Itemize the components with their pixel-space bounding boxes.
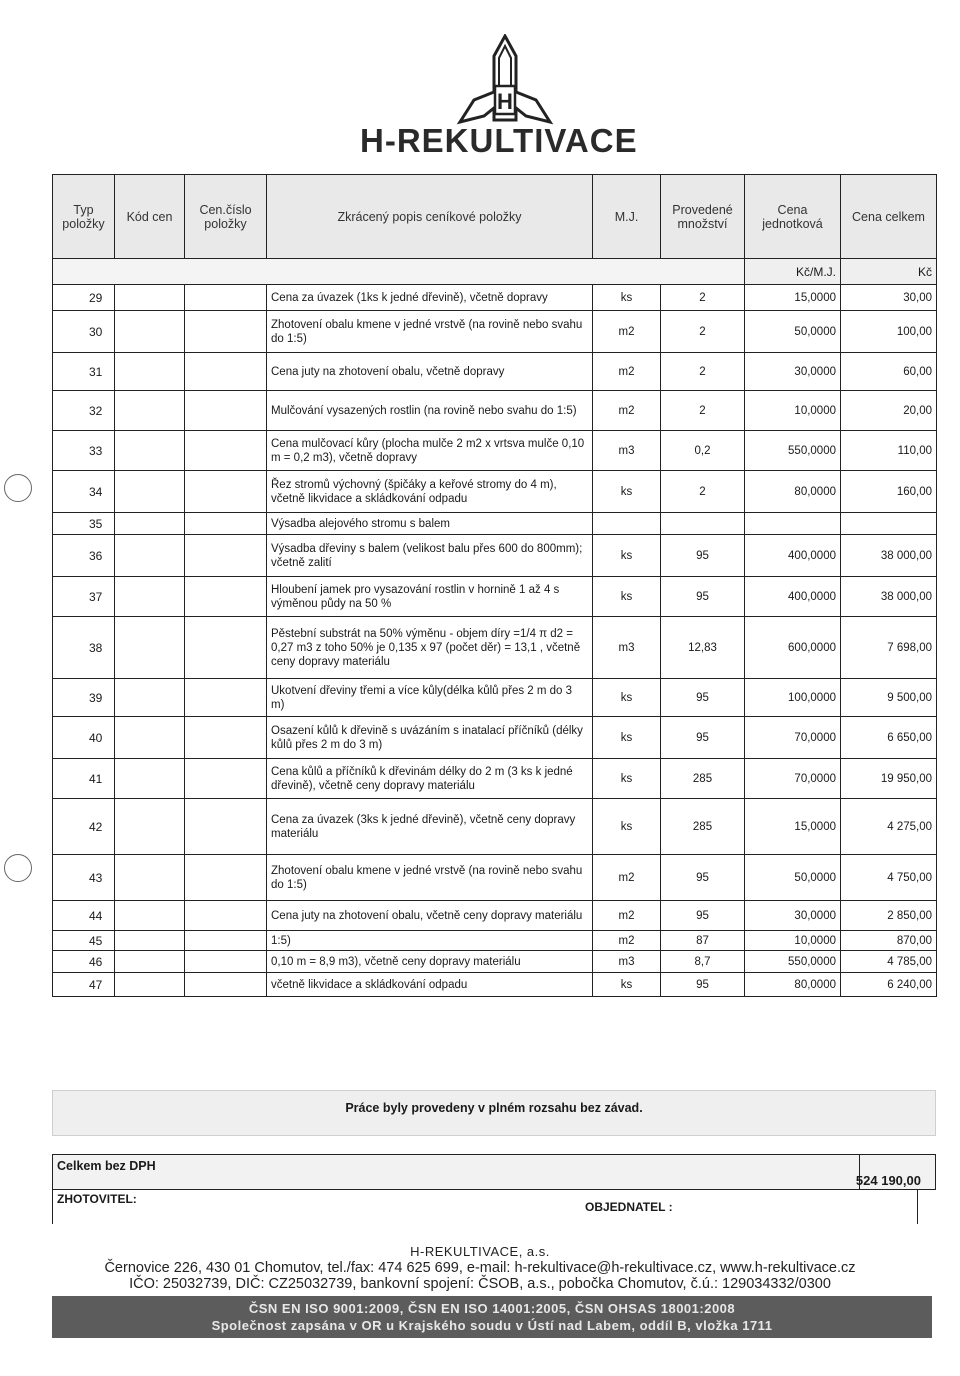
row-unit: ks [593,535,661,577]
row-code [115,679,185,717]
row-number: 45 [53,931,115,951]
row-number: 32 [53,391,115,431]
row-total [841,513,937,535]
row-unit: m2 [593,931,661,951]
row-number: 29 [53,285,115,311]
row-quantity: 285 [661,799,745,855]
row-unit: ks [593,799,661,855]
svg-text:H: H [497,89,513,114]
row-description: Řez stromů výchovný (špičáky a keřové stromy do 4 m), včetně likvidace a skládkování odpadu [267,471,593,513]
row-total: 4 275,00 [841,799,937,855]
row-code [115,951,185,973]
table-row [53,353,937,391]
row-number: 46 [53,951,115,973]
row-unit: ks [593,759,661,799]
table-row [53,311,937,353]
row-number: 30 [53,311,115,353]
cert-line-1: ČSN EN ISO 9001:2009, ČSN EN ISO 14001:2005, ČSN OHSAS 18001:2008 [248,1301,736,1316]
header-description: Zkrácený popis ceníkové položky [267,175,593,259]
row-item-number [185,535,267,577]
row-item-number [185,617,267,679]
row-unit-price: 80,0000 [745,973,841,997]
row-item-number [185,471,267,513]
row-total: 4 785,00 [841,951,937,973]
row-description: Mulčování vysazených rostlin (na rovině nebo svahu do 1:5) [267,391,593,431]
table-row [53,799,937,855]
row-item-number [185,799,267,855]
row-total: 160,00 [841,471,937,513]
row-item-number [185,513,267,535]
row-item-number [185,577,267,617]
table-row [53,759,937,799]
footer [40,1244,920,1292]
table-row [53,535,937,577]
row-number: 38 [53,617,115,679]
row-description: 0,10 m = 8,9 m3), včetně ceny dopravy materiálu [267,951,593,973]
row-total: 38 000,00 [841,577,937,617]
total-label: Celkem bez DPH [57,1159,156,1173]
row-quantity: 8,7 [661,951,745,973]
row-unit: ks [593,577,661,617]
row-total: 9 500,00 [841,679,937,717]
row-code [115,471,185,513]
row-description: Cena juty na zhotovení obalu, včetně dopravy [267,353,593,391]
row-unit-price: 70,0000 [745,717,841,759]
row-code [115,391,185,431]
signature-area [52,1190,936,1224]
row-unit-price: 15,0000 [745,799,841,855]
row-code [115,759,185,799]
header-item-number: Cen.číslo položky [185,175,267,259]
row-unit: ks [593,717,661,759]
row-code [115,855,185,901]
row-unit: m3 [593,431,661,471]
row-description: Zhotovení obalu kmene v jedné vrstvě (na rovině nebo svahu do 1:5) [267,311,593,353]
row-total: 38 000,00 [841,535,937,577]
footer-ids: IČO: 25032739, DIČ: CZ25032739, bankovní spojení: ČSOB, a.s., pobočka Chomutov, č.ú.: 129034332/0300 [129,1276,831,1292]
row-item-number [185,431,267,471]
total-box [52,1154,936,1190]
row-unit-price: 100,0000 [745,679,841,717]
row-quantity: 95 [661,901,745,931]
table-row [53,577,937,617]
row-total: 60,00 [841,353,937,391]
row-number: 31 [53,353,115,391]
header-total: Cena celkem [841,175,937,259]
row-total: 870,00 [841,931,937,951]
header-unit: M.J. [593,175,661,259]
row-item-number [185,973,267,997]
units-blank [53,259,745,285]
row-unit-price: 10,0000 [745,931,841,951]
row-code [115,535,185,577]
row-unit-price: 400,0000 [745,577,841,617]
row-code [115,717,185,759]
row-number: 47 [53,973,115,997]
row-total: 7 698,00 [841,617,937,679]
row-description: Hloubení jamek pro vysazování rostlin v hornině 1 až 4 s výměnou půdy na 50 % [267,577,593,617]
row-unit: m2 [593,391,661,431]
row-code [115,353,185,391]
row-quantity [661,513,745,535]
row-unit [593,513,661,535]
row-description: Cena kůlů a příčníků k dřevinám délky do 2 m (3 ks k jedné dřevině), včetně ceny dopravy materiálu [267,759,593,799]
row-code [115,577,185,617]
footer-company: H-REKULTIVACE, a.s. [410,1244,550,1259]
table-row [53,679,937,717]
row-item-number [185,391,267,431]
row-description: Ukotvení dřeviny třemi a více kůly(délka kůlů přes 2 m do 3 m) [267,679,593,717]
row-unit: m3 [593,617,661,679]
row-number: 40 [53,717,115,759]
row-quantity: 12,83 [661,617,745,679]
company-logo-icon [440,34,570,130]
row-description: Cena juty na zhotovení obalu, včetně ceny dopravy materiálu [267,901,593,931]
row-quantity: 0,2 [661,431,745,471]
header-type: Typ položky [53,175,115,259]
row-item-number [185,951,267,973]
row-quantity: 87 [661,931,745,951]
row-description: Osazení kůlů k dřevině s uvázáním s inatalací příčníků (délky kůlů přes 2 m do 3 m) [267,717,593,759]
row-number: 36 [53,535,115,577]
row-number: 34 [53,471,115,513]
table-row [53,951,937,973]
row-quantity: 2 [661,391,745,431]
row-description: Cena za úvazek (1ks k jedné dřevině), včetně dopravy [267,285,593,311]
row-quantity: 2 [661,311,745,353]
row-description: 1:5) [267,931,593,951]
row-code [115,799,185,855]
row-code [115,285,185,311]
row-total: 100,00 [841,311,937,353]
row-total: 4 750,00 [841,855,937,901]
row-item-number [185,353,267,391]
row-unit-price: 80,0000 [745,471,841,513]
table-row [53,931,937,951]
row-code [115,973,185,997]
row-unit: m2 [593,311,661,353]
row-total: 20,00 [841,391,937,431]
footer-address: Černovice 226, 430 01 Chomutov, tel./fax: 474 625 699, e-mail: h-rekultivace@h-rekultivace.cz, www.h-rekultivace.cz [104,1260,856,1276]
row-unit-price: 600,0000 [745,617,841,679]
table-row [53,513,937,535]
row-unit-price: 30,0000 [745,901,841,931]
row-quantity: 95 [661,717,745,759]
row-item-number [185,679,267,717]
table-row [53,901,937,931]
row-number: 43 [53,855,115,901]
row-description: Zhotovení obalu kmene v jedné vrstvě (na rovině nebo svahu do 1:5) [267,855,593,901]
row-description: Pěstební substrát na 50% výměnu - objem díry =1/4 π d2 = 0,27 m3 z toho 50% je 0,135 x 97 (počet děr) = 13,1 , včetně ceny dopravy materiálu [267,617,593,679]
row-unit-price: 15,0000 [745,285,841,311]
row-unit: ks [593,471,661,513]
row-quantity: 285 [661,759,745,799]
row-item-number [185,759,267,799]
row-number: 41 [53,759,115,799]
row-item-number [185,901,267,931]
row-unit: ks [593,285,661,311]
certification-bar [52,1296,932,1338]
row-total: 110,00 [841,431,937,471]
row-quantity: 95 [661,973,745,997]
row-quantity: 95 [661,577,745,617]
row-unit: m3 [593,951,661,973]
header-unit-price: Cena jednotková [745,175,841,259]
client-label: OBJEDNATEL : [585,1200,673,1214]
row-quantity: 2 [661,285,745,311]
row-unit-price: 50,0000 [745,311,841,353]
row-code [115,431,185,471]
row-item-number [185,855,267,901]
row-code [115,311,185,353]
row-unit: ks [593,679,661,717]
row-quantity: 95 [661,679,745,717]
row-code [115,931,185,951]
header-code: Kód cen [115,175,185,259]
row-number: 44 [53,901,115,931]
row-unit-price: 550,0000 [745,951,841,973]
row-unit: m2 [593,353,661,391]
units-row [53,259,937,285]
row-unit-price: 400,0000 [745,535,841,577]
brand-name: H-REKULTIVACE [360,122,638,159]
cert-line-2: Společnost zapsána v OR u Krajského soudu v Ústí nad Labem, oddíl B, vložka 1711 [211,1318,773,1333]
table-row [53,285,937,311]
row-unit: ks [593,973,661,997]
table-row [53,855,937,901]
completion-note: Práce byly provedeny v plném rozsahu bez závad. [52,1090,936,1136]
row-code [115,617,185,679]
row-item-number [185,285,267,311]
row-code [115,513,185,535]
items-table [52,174,937,997]
row-number: 39 [53,679,115,717]
row-description: Výsadba alejového stromu s balem [267,513,593,535]
row-total: 6 240,00 [841,973,937,997]
unit-price-unit: Kč/M.J. [745,259,841,285]
row-quantity: 95 [661,535,745,577]
row-item-number [185,311,267,353]
table-row [53,391,937,431]
table-row [53,717,937,759]
client-divider [917,1190,918,1224]
table-row [53,431,937,471]
row-total: 2 850,00 [841,901,937,931]
table-row [53,973,937,997]
table-header-row [53,175,937,259]
row-unit-price: 30,0000 [745,353,841,391]
row-total: 30,00 [841,285,937,311]
row-item-number [185,931,267,951]
row-unit: m2 [593,901,661,931]
row-quantity: 2 [661,353,745,391]
row-total: 6 650,00 [841,717,937,759]
row-number: 33 [53,431,115,471]
row-unit-price: 550,0000 [745,431,841,471]
table-row [53,471,937,513]
row-unit-price: 10,0000 [745,391,841,431]
punch-hole-icon [4,474,32,502]
row-description: Cena za úvazek (3ks k jedné dřevině), včetně ceny dopravy materiálu [267,799,593,855]
row-item-number [185,717,267,759]
row-unit-price: 70,0000 [745,759,841,799]
row-quantity: 95 [661,855,745,901]
total-value: 524 190,00 [855,1173,921,1188]
row-description: včetně likvidace a skládkování odpadu [267,973,593,997]
row-description: Výsadba dřeviny s balem (velikost balu přes 600 do 800mm); včetně zalití [267,535,593,577]
row-number: 35 [53,513,115,535]
row-code [115,901,185,931]
row-unit: m2 [593,855,661,901]
header-quantity: Provedené množství [661,175,745,259]
row-quantity: 2 [661,471,745,513]
table-row [53,617,937,679]
total-unit: Kč [841,259,937,285]
row-description: Cena mulčovací kůry (plocha mulče 2 m2 x vrtsva mulče 0,10 m = 0,2 m3), včetně dopravy [267,431,593,471]
contractor-label: ZHOTOVITEL: [57,1192,137,1206]
row-number: 42 [53,799,115,855]
row-number: 37 [53,577,115,617]
punch-hole-icon [4,854,32,882]
row-unit-price [745,513,841,535]
row-unit-price: 50,0000 [745,855,841,901]
row-total: 19 950,00 [841,759,937,799]
